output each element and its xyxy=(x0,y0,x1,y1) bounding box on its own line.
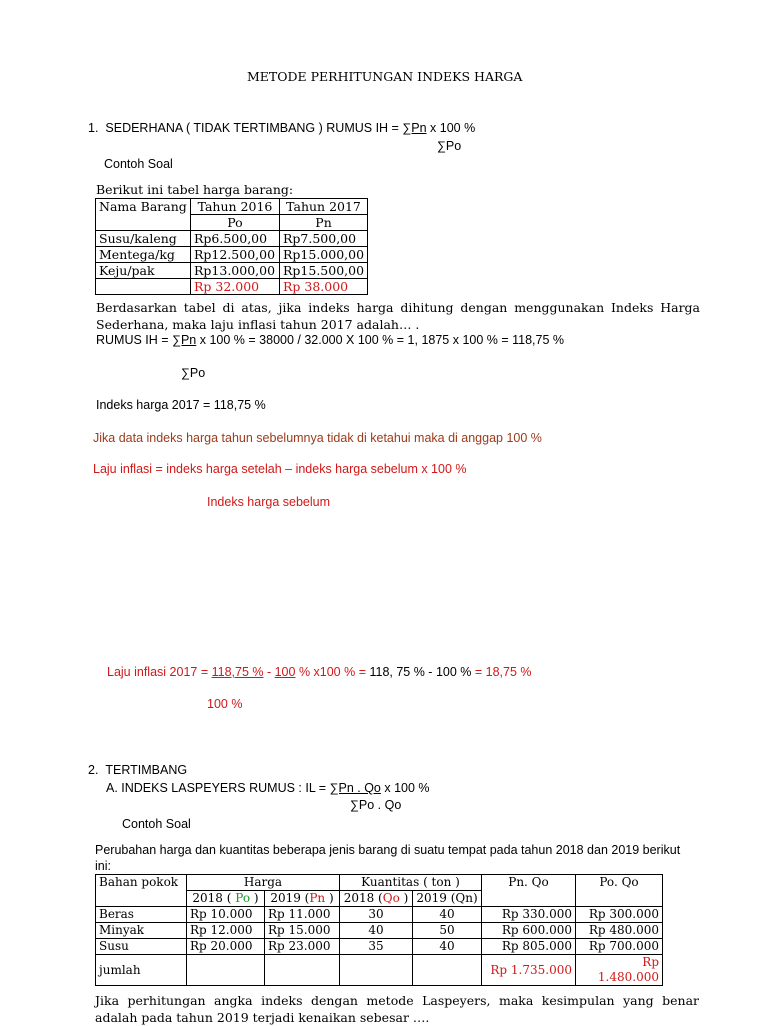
section1-result: Indeks harga 2017 = 118,75 % xyxy=(96,398,266,412)
table-cell: 40 xyxy=(413,939,482,955)
section1-number: 1. xyxy=(88,121,99,135)
table-cell: 50 xyxy=(413,923,482,939)
section2-subheading xyxy=(106,781,430,795)
section2-example-label: Contoh Soal xyxy=(122,817,191,831)
table-cell: 35 xyxy=(340,939,413,955)
table-cell: Rp 23.000 xyxy=(265,939,340,955)
section1-calculation xyxy=(96,333,564,347)
section1-formula-denominator: ∑Po xyxy=(437,139,462,153)
table-cell: Rp 10.000 xyxy=(187,907,265,923)
col-pnqo: Pn. Qo xyxy=(482,875,576,907)
table-cell: Rp 15.000 xyxy=(265,923,340,939)
inflation-calc-d: 100 xyxy=(274,665,296,679)
section1-question: Berdasarkan tabel di atas, jika indeks harga dihitung dengan menggunakan Indeks Harga Sederhana, maka laju inflasi tahun 2017 adalah… . xyxy=(96,300,700,332)
table-cell: Rp 330.000 xyxy=(482,907,576,923)
inflation-formula: Laju inflasi = indeks harga setelah – indeks harga sebelum x 100 % xyxy=(93,462,467,476)
table-cell xyxy=(340,955,413,986)
table-cell xyxy=(265,955,340,986)
inflation-formula-denominator: Indeks harga sebelum xyxy=(207,495,330,509)
total-label: jumlah xyxy=(96,955,187,986)
col-kuantitas-2018: 2018 (Qo ) xyxy=(340,891,413,907)
section1-heading-text: SEDERHANA ( TIDAK TERTIMBANG ) RUMUS IH = xyxy=(105,121,403,135)
total-po: Rp 32.000 xyxy=(191,279,280,295)
price-table xyxy=(95,198,368,295)
section1-example-label: Contoh Soal xyxy=(104,157,173,171)
table-cell: Rp13.000,00 xyxy=(191,263,280,279)
section2-number: 2. xyxy=(88,763,99,777)
table-cell: 30 xyxy=(340,907,413,923)
inflation-calc-f: 118, 75 % - 100 % xyxy=(369,665,475,679)
calc-prefix: RUMUS IH = xyxy=(96,333,173,347)
page-title: METODE PERHITUNGAN INDEKS HARGA xyxy=(247,69,523,84)
col-kuantitas: Kuantitas ( ton ) xyxy=(340,875,482,891)
table-cell: Susu/kaleng xyxy=(96,231,191,247)
col-bahan: Bahan pokok xyxy=(96,875,187,907)
col-harga-2019: 2019 (Pn ) xyxy=(265,891,340,907)
section2-heading-text: TERTIMBANG xyxy=(105,763,188,777)
table1-subheader-pn: Pn xyxy=(280,215,368,231)
table-cell xyxy=(413,955,482,986)
section1-formula-tail: x 100 % xyxy=(430,121,476,135)
col-harga: Harga xyxy=(187,875,340,891)
section1-note: Jika data indeks harga tahun sebelumnya tidak di ketahui maka di anggap 100 % xyxy=(93,431,542,445)
table-total-row xyxy=(96,955,663,986)
laspeyers-numerator: ∑Pn . Qo xyxy=(329,781,381,795)
table-row xyxy=(96,263,368,279)
section2-intro: Perubahan harga dan kuantitas beberapa jenis barang di suatu tempat pada tahun 2018 dan 2019 berikut ini: xyxy=(95,843,681,873)
table-cell: 40 xyxy=(340,923,413,939)
table-cell xyxy=(187,955,265,986)
laspeyers-denominator: ∑Po . Qo xyxy=(350,798,402,812)
table-cell: Rp7.500,00 xyxy=(280,231,368,247)
col-poqo: Po. Qo xyxy=(576,875,663,907)
table-cell: Rp 300.000 xyxy=(576,907,663,923)
qo-label: Qo xyxy=(382,891,400,905)
table-cell: Rp 20.000 xyxy=(187,939,265,955)
table1-header-2016: Tahun 2016 xyxy=(191,199,280,215)
section2-question: Jika perhitungan angka indeks dengan metode Laspeyers, maka kesimpulan yang benar adalah pada tahun 2019 terjadi kenaikan sebesar …. xyxy=(95,993,699,1025)
table-cell: Rp 700.000 xyxy=(576,939,663,955)
total-pn: Rp 38.000 xyxy=(280,279,368,295)
table-cell: Rp15.500,00 xyxy=(280,263,368,279)
pn-label: Pn xyxy=(309,891,326,905)
table-cell: Rp 12.000 xyxy=(187,923,265,939)
table-cell: Rp6.500,00 xyxy=(191,231,280,247)
table1-subheader-po: Po xyxy=(191,215,280,231)
table1-header-name: Nama Barang xyxy=(96,199,191,231)
table-cell: Rp15.000,00 xyxy=(280,247,368,263)
inflation-calc-c: - xyxy=(263,665,275,679)
inflation-calc-b: 118,75 % xyxy=(211,665,264,679)
col-harga-2018: 2018 ( Po ) xyxy=(187,891,265,907)
inflation-calc-denominator: 100 % xyxy=(207,697,243,711)
table-cell: Keju/pak xyxy=(96,263,191,279)
inflation-calc-g: = 18,75 % xyxy=(474,665,532,679)
table1-intro: Berikut ini tabel harga barang: xyxy=(96,182,294,197)
table-row xyxy=(96,923,663,939)
col-kuantitas-2019: 2019 (Qn) xyxy=(413,891,482,907)
table-total-row xyxy=(96,279,368,295)
table-cell: 40 xyxy=(413,907,482,923)
table-row xyxy=(96,939,663,955)
total-poqo: Rp 1.480.000 xyxy=(576,955,663,986)
total-pnqo: Rp 1.735.000 xyxy=(482,955,576,986)
table-cell: Rp 600.000 xyxy=(482,923,576,939)
section1-formula-numerator: ∑Pn xyxy=(402,121,427,135)
inflation-calc-a: Laju inflasi 2017 = xyxy=(107,665,212,679)
table-cell: Rp 11.000 xyxy=(265,907,340,923)
quantity-table xyxy=(95,874,663,986)
laspeyers-tail: x 100 % xyxy=(384,781,430,795)
table-cell xyxy=(96,279,191,295)
calc-numerator: ∑Pn xyxy=(172,333,197,347)
calc-denominator: ∑Po xyxy=(181,366,206,380)
table-cell: Rp12.500,00 xyxy=(191,247,280,263)
table-row xyxy=(96,907,663,923)
table-cell: Minyak xyxy=(96,923,187,939)
table-cell: Rp 805.000 xyxy=(482,939,576,955)
section2-heading xyxy=(88,763,187,777)
table-cell: Susu xyxy=(96,939,187,955)
table-row xyxy=(96,231,368,247)
inflation-calc-e: % x100 % = xyxy=(295,665,370,679)
table-cell: Rp 480.000 xyxy=(576,923,663,939)
table-row xyxy=(96,247,368,263)
calc-rest: x 100 % = 38000 / 32.000 X 100 % = 1, 1875 x 100 % = 118,75 % xyxy=(199,333,565,347)
inflation-calculation xyxy=(107,665,532,679)
table-cell: Mentega/kg xyxy=(96,247,191,263)
table-cell: Beras xyxy=(96,907,187,923)
table1-header-2017: Tahun 2017 xyxy=(280,199,368,215)
po-label: Po xyxy=(235,891,251,905)
section1-heading xyxy=(88,121,475,135)
laspeyers-heading: A. INDEKS LASPEYERS RUMUS : IL = xyxy=(106,781,330,795)
